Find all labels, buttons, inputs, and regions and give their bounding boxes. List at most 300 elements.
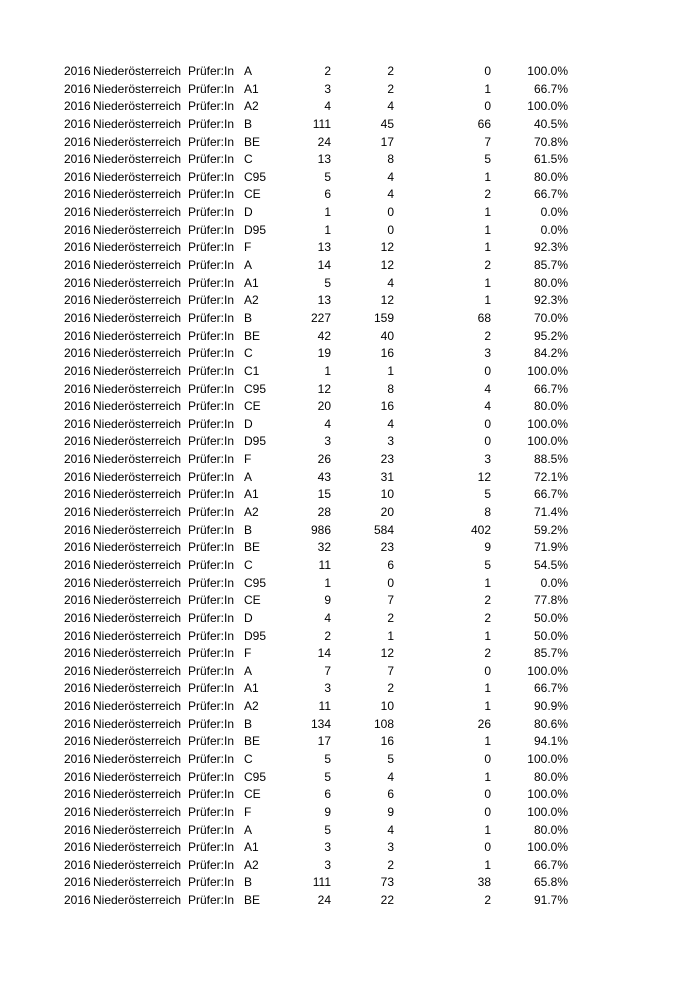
table-row [0, 292, 700, 310]
pass-rate-cell: 50.0% [533, 628, 568, 643]
region-cell: Niederösterreich [93, 346, 182, 361]
year-cell: 2016 [64, 169, 91, 184]
year-cell: 2016 [64, 840, 91, 855]
total-cell: 227 [310, 310, 331, 325]
failed-cell: 3 [484, 346, 491, 361]
year-cell: 2016 [64, 699, 91, 714]
region-cell: Niederösterreich [93, 134, 182, 149]
role-cell: Prüfer:In [188, 152, 235, 167]
region-cell: Niederösterreich [93, 857, 182, 872]
license-class-cell: A1 [244, 840, 259, 855]
license-class-cell: D [244, 205, 253, 220]
passed-cell: 12 [380, 240, 394, 255]
total-cell: 5 [324, 275, 331, 290]
pass-rate-cell: 66.7% [533, 81, 568, 96]
region-cell: Niederösterreich [93, 275, 182, 290]
region-cell: Niederösterreich [93, 646, 182, 661]
table-row [0, 610, 700, 628]
table-row [0, 857, 700, 875]
license-class-cell: C [244, 557, 253, 572]
pass-rate-cell: 0.0% [540, 222, 568, 237]
role-cell: Prüfer:In [188, 663, 235, 678]
failed-cell: 1 [484, 628, 491, 643]
region-cell: Niederösterreich [93, 169, 182, 184]
region-cell: Niederösterreich [93, 840, 182, 855]
license-class-cell: C95 [244, 575, 267, 590]
role-cell: Prüfer:In [188, 275, 235, 290]
failed-cell: 2 [484, 187, 491, 202]
year-cell: 2016 [64, 628, 91, 643]
region-cell: Niederösterreich [93, 751, 182, 766]
year-cell: 2016 [64, 240, 91, 255]
table-row [0, 451, 700, 469]
failed-cell: 12 [477, 469, 491, 484]
table-row [0, 116, 700, 134]
role-cell: Prüfer:In [188, 628, 235, 643]
license-class-cell: A [244, 258, 253, 273]
year-cell: 2016 [64, 557, 91, 572]
role-cell: Prüfer:In [188, 593, 235, 608]
license-class-cell: F [244, 452, 252, 467]
role-cell: Prüfer:In [188, 610, 235, 625]
license-class-cell: D95 [244, 628, 267, 643]
passed-cell: 10 [380, 699, 394, 714]
failed-cell: 1 [484, 699, 491, 714]
role-cell: Prüfer:In [188, 434, 235, 449]
total-cell: 3 [324, 857, 331, 872]
region-cell: Niederösterreich [93, 416, 182, 431]
table-row [0, 663, 700, 681]
year-cell: 2016 [64, 134, 91, 149]
role-cell: Prüfer:In [188, 857, 235, 872]
failed-cell: 1 [484, 81, 491, 96]
passed-cell: 16 [380, 346, 394, 361]
table-row [0, 504, 700, 522]
table-row [0, 804, 700, 822]
role-cell: Prüfer:In [188, 540, 235, 555]
role-cell: Prüfer:In [188, 522, 235, 537]
table-row [0, 822, 700, 840]
role-cell: Prüfer:In [188, 452, 235, 467]
total-cell: 13 [317, 152, 331, 167]
total-cell: 5 [324, 769, 331, 784]
region-cell: Niederösterreich [93, 593, 182, 608]
passed-cell: 2 [387, 610, 394, 625]
passed-cell: 10 [380, 487, 394, 502]
role-cell: Prüfer:In [188, 81, 235, 96]
passed-cell: 8 [387, 381, 394, 396]
license-class-cell: C95 [244, 769, 267, 784]
role-cell: Prüfer:In [188, 699, 235, 714]
region-cell: Niederösterreich [93, 787, 182, 802]
failed-cell: 1 [484, 681, 491, 696]
role-cell: Prüfer:In [188, 399, 235, 414]
total-cell: 12 [317, 381, 331, 396]
passed-cell: 12 [380, 293, 394, 308]
year-cell: 2016 [64, 293, 91, 308]
license-class-cell: D95 [244, 222, 267, 237]
region-cell: Niederösterreich [93, 557, 182, 572]
table-row [0, 381, 700, 399]
region-cell: Niederösterreich [93, 628, 182, 643]
table-row [0, 892, 700, 910]
failed-cell: 2 [484, 610, 491, 625]
year-cell: 2016 [64, 99, 91, 114]
table-row [0, 698, 700, 716]
year-cell: 2016 [64, 152, 91, 167]
license-class-cell: A [244, 64, 253, 78]
region-cell: Niederösterreich [93, 540, 182, 555]
total-cell: 4 [324, 99, 331, 114]
total-cell: 6 [324, 787, 331, 802]
year-cell: 2016 [64, 716, 91, 731]
passed-cell: 45 [380, 116, 394, 131]
failed-cell: 2 [484, 646, 491, 661]
total-cell: 986 [310, 522, 331, 537]
total-cell: 4 [324, 610, 331, 625]
passed-cell: 12 [380, 646, 394, 661]
failed-cell: 0 [484, 64, 491, 78]
license-class-cell: C95 [244, 169, 267, 184]
region-cell: Niederösterreich [93, 187, 182, 202]
table-row [0, 81, 700, 99]
table-row [0, 786, 700, 804]
table-row [0, 239, 700, 257]
total-cell: 6 [324, 187, 331, 202]
failed-cell: 2 [484, 893, 491, 908]
total-cell: 9 [324, 593, 331, 608]
role-cell: Prüfer:In [188, 99, 235, 114]
failed-cell: 7 [484, 134, 491, 149]
license-class-cell: A1 [244, 81, 259, 96]
license-class-cell: A2 [244, 857, 259, 872]
year-cell: 2016 [64, 893, 91, 908]
failed-cell: 0 [484, 804, 491, 819]
table-row [0, 839, 700, 857]
failed-cell: 9 [484, 540, 491, 555]
pass-rate-cell: 100.0% [527, 64, 568, 78]
failed-cell: 0 [484, 663, 491, 678]
failed-cell: 2 [484, 258, 491, 273]
pass-rate-cell: 100.0% [527, 804, 568, 819]
license-class-cell: CE [244, 593, 261, 608]
failed-cell: 1 [484, 822, 491, 837]
pass-rate-cell: 80.0% [533, 275, 568, 290]
passed-cell: 4 [387, 187, 394, 202]
pass-rate-cell: 0.0% [540, 205, 568, 220]
passed-cell: 20 [380, 505, 394, 520]
passed-cell: 12 [380, 258, 394, 273]
region-cell: Niederösterreich [93, 240, 182, 255]
passed-cell: 0 [387, 205, 394, 220]
total-cell: 28 [317, 505, 331, 520]
pass-rate-cell: 72.1% [533, 469, 568, 484]
year-cell: 2016 [64, 469, 91, 484]
passed-cell: 1 [387, 628, 394, 643]
license-class-cell: CE [244, 187, 261, 202]
pass-rate-cell: 100.0% [527, 663, 568, 678]
year-cell: 2016 [64, 222, 91, 237]
table-row [0, 328, 700, 346]
table-row [0, 169, 700, 187]
total-cell: 13 [317, 240, 331, 255]
year-cell: 2016 [64, 857, 91, 872]
license-class-cell: C1 [244, 363, 260, 378]
passed-cell: 23 [380, 540, 394, 555]
year-cell: 2016 [64, 646, 91, 661]
license-class-cell: D95 [244, 434, 267, 449]
failed-cell: 8 [484, 505, 491, 520]
passed-cell: 4 [387, 275, 394, 290]
pass-rate-cell: 80.0% [533, 399, 568, 414]
passed-cell: 7 [387, 663, 394, 678]
year-cell: 2016 [64, 575, 91, 590]
passed-cell: 16 [380, 399, 394, 414]
year-cell: 2016 [64, 64, 91, 78]
total-cell: 111 [312, 116, 331, 131]
license-class-cell: A2 [244, 293, 259, 308]
region-cell: Niederösterreich [93, 381, 182, 396]
pass-rate-cell: 94.1% [533, 734, 568, 749]
year-cell: 2016 [64, 787, 91, 802]
region-cell: Niederösterreich [93, 804, 182, 819]
failed-cell: 4 [484, 381, 491, 396]
pass-rate-cell: 70.0% [533, 310, 568, 325]
role-cell: Prüfer:In [188, 787, 235, 802]
region-cell: Niederösterreich [93, 822, 182, 837]
pass-rate-cell: 77.8% [533, 593, 568, 608]
license-class-cell: F [244, 804, 252, 819]
total-cell: 19 [317, 346, 331, 361]
year-cell: 2016 [64, 751, 91, 766]
license-class-cell: F [244, 240, 252, 255]
failed-cell: 1 [484, 857, 491, 872]
role-cell: Prüfer:In [188, 804, 235, 819]
role-cell: Prüfer:In [188, 328, 235, 343]
passed-cell: 2 [387, 857, 394, 872]
region-cell: Niederösterreich [93, 681, 182, 696]
total-cell: 134 [310, 716, 331, 731]
failed-cell: 1 [484, 575, 491, 590]
year-cell: 2016 [64, 769, 91, 784]
license-class-cell: CE [244, 399, 261, 414]
table-row [0, 522, 700, 540]
role-cell: Prüfer:In [188, 134, 235, 149]
role-cell: Prüfer:In [188, 169, 235, 184]
passed-cell: 40 [380, 328, 394, 343]
year-cell: 2016 [64, 734, 91, 749]
role-cell: Prüfer:In [188, 222, 235, 237]
passed-cell: 4 [387, 169, 394, 184]
region-cell: Niederösterreich [93, 81, 182, 96]
total-cell: 5 [324, 751, 331, 766]
passed-cell: 159 [373, 310, 394, 325]
year-cell: 2016 [64, 487, 91, 502]
license-class-cell: CE [244, 787, 261, 802]
failed-cell: 0 [484, 787, 491, 802]
total-cell: 17 [317, 734, 331, 749]
table-row [0, 151, 700, 169]
passed-cell: 2 [387, 64, 394, 78]
pass-rate-cell: 100.0% [527, 751, 568, 766]
year-cell: 2016 [64, 381, 91, 396]
license-class-cell: C [244, 346, 253, 361]
pass-rate-cell: 95.2% [533, 328, 568, 343]
passed-cell: 584 [373, 522, 394, 537]
pass-rate-cell: 92.3% [533, 293, 568, 308]
failed-cell: 1 [484, 769, 491, 784]
pass-rate-cell: 92.3% [533, 240, 568, 255]
region-cell: Niederösterreich [93, 505, 182, 520]
failed-cell: 1 [484, 240, 491, 255]
failed-cell: 26 [477, 716, 491, 731]
region-cell: Niederösterreich [93, 258, 182, 273]
table-row [0, 257, 700, 275]
failed-cell: 2 [484, 593, 491, 608]
region-cell: Niederösterreich [93, 64, 182, 78]
total-cell: 24 [317, 893, 331, 908]
passed-cell: 17 [380, 134, 394, 149]
table-row [0, 98, 700, 116]
passed-cell: 108 [373, 716, 394, 731]
pass-rate-cell: 40.5% [533, 116, 568, 131]
role-cell: Prüfer:In [188, 205, 235, 220]
passed-cell: 0 [387, 575, 394, 590]
pass-rate-cell: 91.7% [533, 893, 568, 908]
table-row [0, 345, 700, 363]
license-class-cell: B [244, 522, 253, 537]
failed-cell: 0 [484, 434, 491, 449]
total-cell: 5 [324, 169, 331, 184]
license-class-cell: BE [244, 328, 261, 343]
passed-cell: 4 [387, 99, 394, 114]
total-cell: 15 [317, 487, 331, 502]
year-cell: 2016 [64, 116, 91, 131]
failed-cell: 0 [484, 840, 491, 855]
year-cell: 2016 [64, 205, 91, 220]
role-cell: Prüfer:In [188, 258, 235, 273]
table-row [0, 398, 700, 416]
license-class-cell: BE [244, 893, 261, 908]
pass-rate-cell: 100.0% [527, 99, 568, 114]
total-cell: 2 [324, 628, 331, 643]
pass-rate-cell: 50.0% [533, 610, 568, 625]
total-cell: 3 [324, 840, 331, 855]
role-cell: Prüfer:In [188, 822, 235, 837]
year-cell: 2016 [64, 434, 91, 449]
table-row [0, 416, 700, 434]
passed-cell: 4 [387, 769, 394, 784]
pass-rate-cell: 85.7% [533, 258, 568, 273]
role-cell: Prüfer:In [188, 487, 235, 502]
role-cell: Prüfer:In [188, 681, 235, 696]
table-row [0, 186, 700, 204]
region-cell: Niederösterreich [93, 469, 182, 484]
license-class-cell: A1 [244, 275, 259, 290]
pass-rate-cell: 66.7% [533, 187, 568, 202]
passed-cell: 8 [387, 152, 394, 167]
table-row [0, 222, 700, 240]
pass-rate-cell: 61.5% [533, 152, 568, 167]
region-cell: Niederösterreich [93, 663, 182, 678]
year-cell: 2016 [64, 187, 91, 202]
table-row [0, 769, 700, 787]
license-class-cell: BE [244, 540, 261, 555]
year-cell: 2016 [64, 610, 91, 625]
role-cell: Prüfer:In [188, 381, 235, 396]
table-row [0, 275, 700, 293]
failed-cell: 0 [484, 416, 491, 431]
failed-cell: 1 [484, 169, 491, 184]
total-cell: 42 [317, 328, 331, 343]
region-cell: Niederösterreich [93, 487, 182, 502]
pass-rate-cell: 100.0% [527, 416, 568, 431]
passed-cell: 22 [380, 893, 394, 908]
total-cell: 3 [324, 81, 331, 96]
failed-cell: 402 [470, 522, 491, 537]
passed-cell: 6 [387, 557, 394, 572]
role-cell: Prüfer:In [188, 469, 235, 484]
total-cell: 11 [318, 699, 331, 714]
failed-cell: 4 [484, 399, 491, 414]
failed-cell: 5 [484, 557, 491, 572]
table-row [0, 874, 700, 892]
license-class-cell: D [244, 610, 253, 625]
region-cell: Niederösterreich [93, 734, 182, 749]
region-cell: Niederösterreich [93, 434, 182, 449]
failed-cell: 2 [484, 328, 491, 343]
role-cell: Prüfer:In [188, 716, 235, 731]
total-cell: 9 [324, 804, 331, 819]
role-cell: Prüfer:In [188, 505, 235, 520]
license-class-cell: B [244, 116, 253, 131]
table-row [0, 134, 700, 152]
failed-cell: 5 [484, 487, 491, 502]
license-class-cell: BE [244, 134, 261, 149]
region-cell: Niederösterreich [93, 293, 182, 308]
failed-cell: 0 [484, 99, 491, 114]
table-row [0, 469, 700, 487]
total-cell: 3 [324, 434, 331, 449]
license-class-cell: A2 [244, 505, 259, 520]
region-cell: Niederösterreich [93, 116, 182, 131]
total-cell: 4 [324, 416, 331, 431]
table-row [0, 310, 700, 328]
license-class-cell: A2 [244, 99, 259, 114]
license-class-cell: D [244, 416, 253, 431]
total-cell: 32 [317, 540, 331, 555]
total-cell: 7 [324, 663, 331, 678]
passed-cell: 9 [387, 804, 394, 819]
failed-cell: 3 [484, 452, 491, 467]
year-cell: 2016 [64, 328, 91, 343]
failed-cell: 68 [477, 310, 491, 325]
license-class-cell: A [244, 469, 253, 484]
pass-rate-cell: 88.5% [533, 452, 568, 467]
passed-cell: 16 [380, 734, 394, 749]
license-class-cell: A [244, 663, 253, 678]
year-cell: 2016 [64, 452, 91, 467]
failed-cell: 1 [484, 293, 491, 308]
table-row [0, 557, 700, 575]
region-cell: Niederösterreich [93, 222, 182, 237]
total-cell: 26 [317, 452, 331, 467]
table-row [0, 680, 700, 698]
role-cell: Prüfer:In [188, 893, 235, 908]
year-cell: 2016 [64, 346, 91, 361]
region-cell: Niederösterreich [93, 205, 182, 220]
license-class-cell: A2 [244, 699, 259, 714]
